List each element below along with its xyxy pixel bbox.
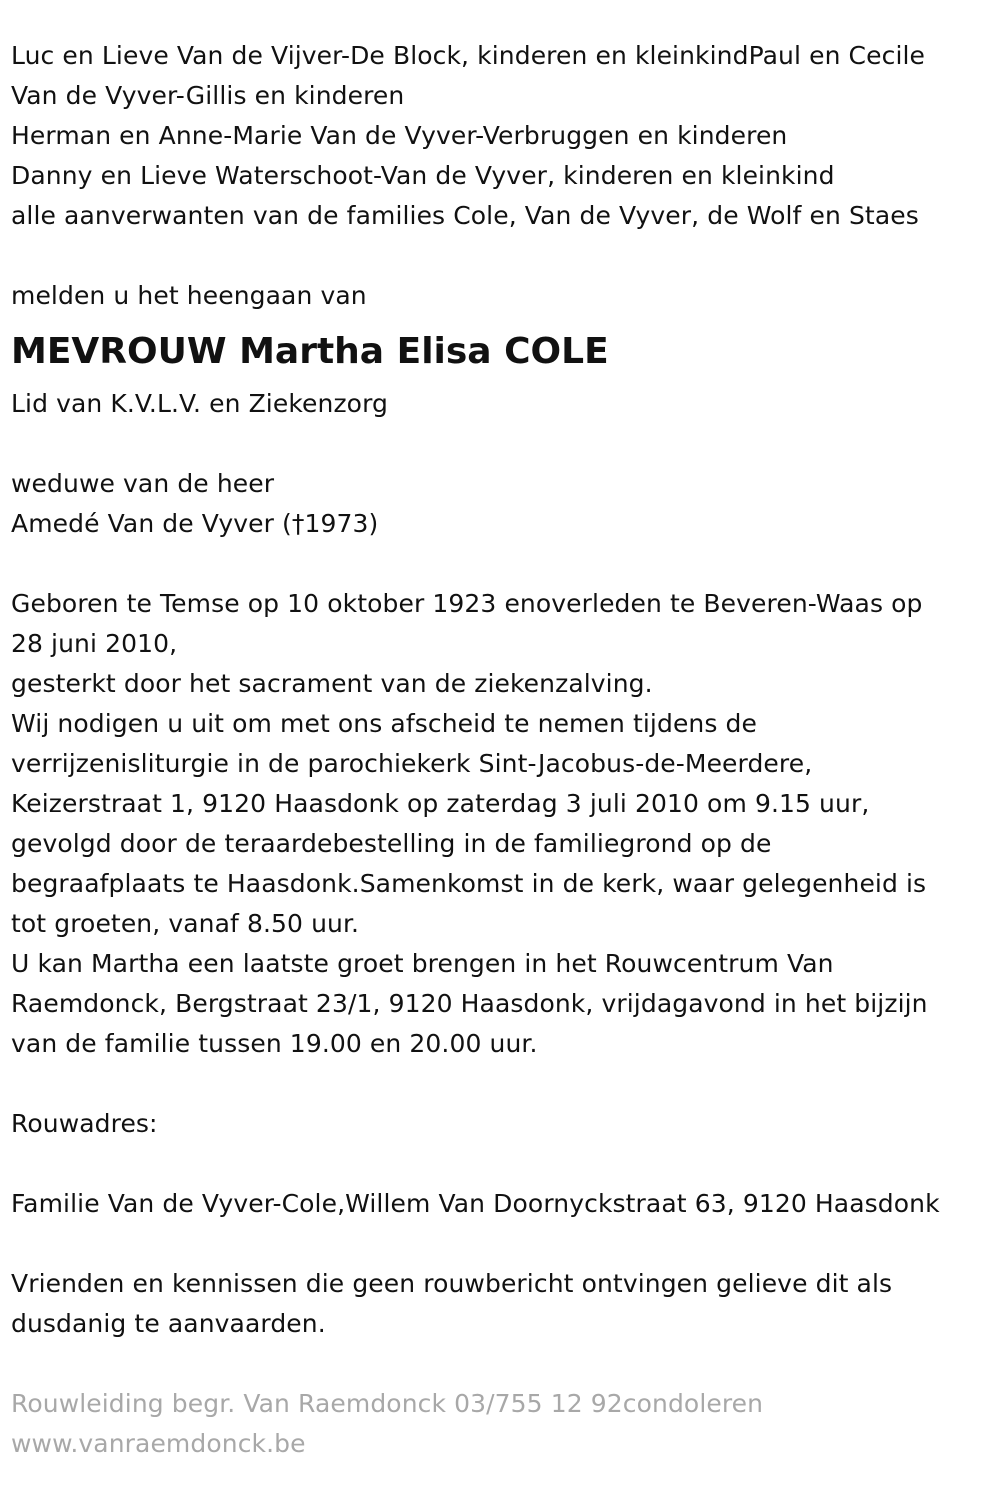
family-line-1: Luc en Lieve Van de Vijver-De Block, kinderen en kleinkindPaul en Cecile	[11, 41, 926, 70]
detail-line-3: gesterkt door het sacrament van de ziekenzalving.	[11, 669, 653, 698]
detail-line-7: gevolgd door de teraardebestelling in de familiegrond op de	[11, 829, 772, 858]
announcement-text: melden u het heengaan van	[11, 281, 367, 310]
detail-line-4: Wij nodigen u uit om met ons afscheid te nemen tijdens de	[11, 709, 757, 738]
family-line-5: alle aanverwanten van de families Cole, Van de Vyver, de Wolf en Staes	[11, 201, 919, 230]
detail-line-9: tot groeten, vanaf 8.50 uur.	[11, 909, 360, 938]
closing-line-1: Vrienden en kennissen die geen rouwbericht ontvingen gelieve dit als	[11, 1269, 893, 1298]
cross-icon: †	[291, 509, 305, 538]
family-line-3: Herman en Anne-Marie Van de Vyver-Verbruggen en kinderen	[11, 121, 788, 150]
website-link[interactable]: www.vanraemdonck.be	[11, 1429, 306, 1458]
spacer	[11, 544, 990, 584]
spacer	[11, 424, 990, 464]
family-line-2: Van de Vyver-Gillis en kinderen	[11, 81, 405, 110]
detail-line-1: Geboren te Temse op 10 oktober 1923 enoverleden te Beveren-Waas op	[11, 589, 923, 618]
detail-line-12: van de familie tussen 19.00 en 20.00 uur.	[11, 1029, 538, 1058]
detail-line-2: 28 juni 2010,	[11, 629, 178, 658]
widow-line: weduwe van de heer	[11, 469, 275, 498]
spacer	[11, 1064, 990, 1104]
spacer	[11, 236, 990, 276]
spacer	[11, 1344, 990, 1384]
spacer	[11, 1224, 990, 1264]
detail-line-6: Keizerstraat 1, 9120 Haasdonk op zaterdag 3 juli 2010 om 9.15 uur,	[11, 789, 870, 818]
detail-line-5: verrijzenisliturgie in de parochiekerk Sint-Jacobus-de-Meerdere,	[11, 749, 813, 778]
family-line-4: Danny en Lieve Waterschoot-Van de Vyver, kinderen en kleinkind	[11, 161, 835, 190]
spouse-prefix: Amedé Van de Vyver (	[11, 509, 292, 538]
closing-line-2: dusdanig te aanvaarden.	[11, 1309, 326, 1338]
spouse-line	[11, 504, 990, 544]
funeral-director-line: Rouwleiding begr. Van Raemdonck 03/755 12 92condoleren	[11, 1389, 764, 1418]
deceased-name: MEVROUW Martha Elisa COLE	[11, 331, 609, 372]
mourning-address: Familie Van de Vyver-Cole,Willem Van Doornyckstraat 63, 9120 Haasdonk	[11, 1189, 940, 1218]
spacer	[11, 1144, 990, 1184]
membership-text: Lid van K.V.L.V. en Ziekenzorg	[11, 389, 388, 418]
spouse-suffix: 1973)	[304, 509, 379, 538]
mourning-address-label: Rouwadres:	[11, 1109, 158, 1138]
detail-line-8: begraafplaats te Haasdonk.Samenkomst in de kerk, waar gelegenheid is	[11, 869, 927, 898]
detail-line-11: Raemdonck, Bergstraat 23/1, 9120 Haasdonk, vrijdagavond in het bijzijn	[11, 989, 928, 1018]
detail-line-10: U kan Martha een laatste groet brengen in het Rouwcentrum Van	[11, 949, 834, 978]
